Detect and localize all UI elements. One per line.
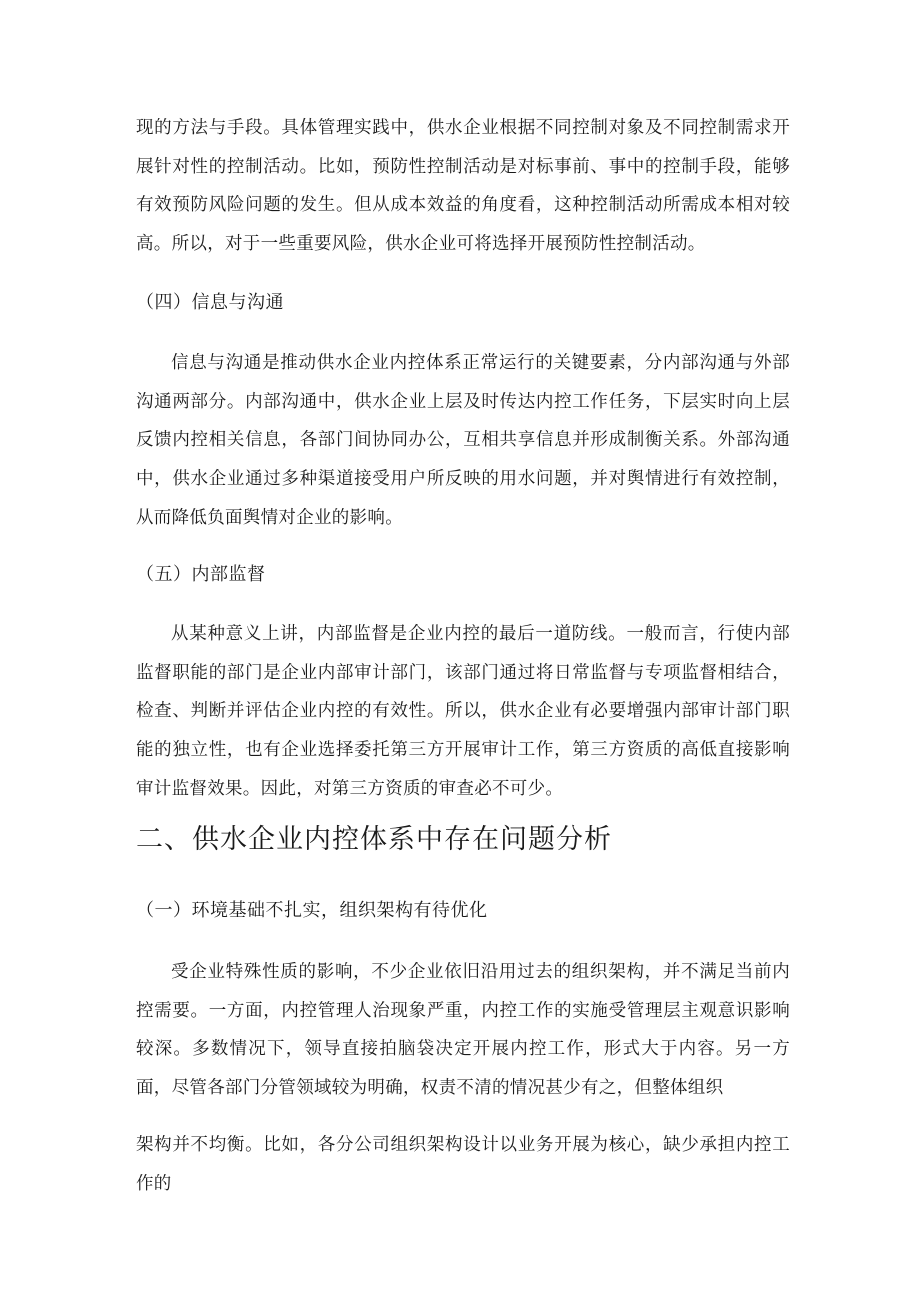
chapter-heading: 二、供水企业内控体系中存在问题分析: [136, 824, 612, 855]
paragraph-environment: [136, 953, 790, 1108]
section-heading-information-communication: （四）信息与沟通: [136, 292, 284, 313]
section-heading-internal-supervision: （五）内部监督: [136, 564, 266, 585]
paragraph-text: 架构并不均衡。比如，各分公司组织架构设计以业务开展为核心，缺少承担内控工作的: [136, 1135, 790, 1194]
paragraph-text: 受企业特殊性质的影响，不少企业依旧沿用过去的组织架构，并不满足当前内控需要。一方面，内控管理人治现象严重，内控工作的实施受管理层主观意识影响较深。多数情况下，领导直接拍脑袋决定开展内控工作，形式大于内容。另一方面，尽管各部门分管领域较为明确，权责不清的情况甚少有之，但整体组织: [136, 962, 790, 1099]
paragraph-information-communication: [136, 344, 790, 538]
paragraph-control-activities: [136, 109, 790, 264]
paragraph-continued: [136, 1126, 790, 1203]
paragraph-text: 现的方法与手段。具体管理实践中，供水企业根据不同控制对象及不同控制需求开展针对性的控制活动。比如，预防性控制活动是对标事前、事中的控制手段，能够有效预防风险问题的发生。但从成本效益的角度看，这种控制活动所需成本相对较高。所以，对于一些重要风险，供水企业可将选择开展预防性控制活动。: [136, 118, 790, 255]
section-heading-environment: （一）环境基础不扎实，组织架构有待优化: [136, 900, 488, 921]
paragraph-text: 从某种意义上讲，内部监督是企业内控的最后一道防线。一般而言，行使内部监督职能的部门是企业内部审计部门，该部门通过将日常监督与专项监督相结合，检查、判断并评估企业内控的有效性。所以，供水企业有必要增强内部审计部门职能的独立性，也有企业选择委托第三方开展审计工作，第三方资质的高低直接影响审计监督效果。因此，对第三方资质的审查必不可少。: [136, 624, 790, 799]
paragraph-internal-supervision: [136, 615, 790, 809]
paragraph-text: 信息与沟通是推动供水企业内控体系正常运行的关键要素，分内部沟通与外部沟通两部分。内部沟通中，供水企业上层及时传达内控工作任务，下层实时向上层反馈内控相关信息，各部门间协同办公，互相共享信息并形成制衡关系。外部沟通中，供水企业通过多种渠道接受用户所反映的用水问题，并对舆情进行有效控制，从而降低负面舆情对企业的影响。: [136, 353, 790, 528]
